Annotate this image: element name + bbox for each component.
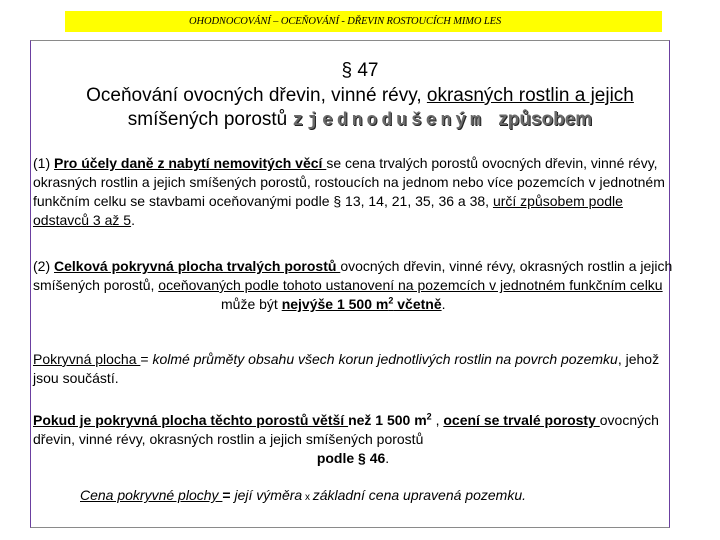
p2-text: ovocných dřevin, vinné révy, okrasných rostlin a jejich smíšených porostů,: [33, 258, 673, 293]
p4-sup: 2: [426, 411, 432, 422]
p5-italic-1: její výměra: [234, 487, 303, 503]
paragraph-5: [33, 486, 673, 507]
header-banner: [65, 11, 662, 32]
p3-eq: =: [140, 351, 153, 367]
p1-end: .: [131, 212, 135, 228]
p4-bold-value: [348, 412, 432, 428]
p4-ref: podle § 46: [316, 450, 386, 466]
paragraph-2: [33, 257, 673, 314]
p4-value: než 1 500 m: [348, 412, 427, 428]
p3-underlined: Pokryvná plocha: [33, 351, 141, 367]
p4-end: .: [385, 450, 390, 466]
section-number-text: § 47: [341, 60, 379, 81]
p2-limit-value: nejvýše 1 500 m: [281, 296, 389, 312]
p1-label: (1): [33, 155, 54, 171]
p2-underlined: oceňovaných podle tohoto ustanovení na pozemcích v jednotném funkčním celku: [158, 277, 663, 293]
p4-comma: ,: [431, 412, 444, 428]
section-number: [0, 59, 720, 82]
heading-line-2: [0, 84, 720, 107]
p1-underlined-end: určí způsobem podle odstavců 3 až 5: [33, 193, 623, 228]
p2-limit-bold: [282, 296, 442, 312]
p5-x: x: [302, 492, 313, 503]
p3-rest: , jehož jsou součástí.: [33, 351, 660, 386]
p1-text: se cena trvalých porostů ovocných dřevin, vinné révy, okrasných rostlin a jejich smíšených porostů, rostoucích na jednom nebo více pozemcích v jednotném funkčním celku se stavbami oceňovanými podle § 13, 14, 21, 35, 36 a 38,: [33, 155, 665, 209]
p2-limit-incl: včetně: [393, 296, 442, 312]
p5-italic-2: základní cena upravená pozemku.: [312, 487, 526, 503]
paragraph-1: [33, 154, 673, 230]
p2-limit-prefix: může být: [221, 296, 282, 312]
heading-line2-prefix: Oceňování ovocných dřevin, vinné révy,: [86, 85, 427, 106]
banner-text: OHODNOCOVÁNÍ – OCEŇOVÁNÍ - DŘEVIN ROSTOUCÍCH MIMO LES: [189, 16, 502, 27]
p2-bold-underlined: Celková pokryvná plocha trvalých porostů: [54, 258, 341, 274]
paragraph-4: [33, 411, 673, 468]
p1-bold-underlined: Pro účely daně z nabytí nemovitých věcí: [54, 155, 327, 171]
p4-text: ovocných dřevin, vinné révy, okrasných rostlin a jejich smíšených porostů: [33, 412, 659, 447]
heading-line3-prefix: smíšených porostů: [127, 109, 288, 130]
p3-italic: kolmé průměty obsahu všech korun jednotlivých rostlin na povrch pozemku: [152, 351, 618, 367]
p2-limit-sup: 2: [388, 295, 394, 306]
p5-underlined: Cena pokryvné plochy: [80, 487, 223, 503]
p2-limit-line: [33, 295, 673, 314]
p5-content: [33, 487, 526, 503]
p4-center-line: [33, 449, 673, 468]
p2-limit-end: .: [441, 296, 446, 312]
p4-bold-underlined-2: ocení se trvalé porosty: [443, 412, 600, 428]
heading-spaced-word: zjednodušeným: [292, 111, 485, 131]
heading-line-3: [0, 108, 720, 133]
heading-line2-underlined: okrasných rostlin a jejich: [426, 85, 634, 106]
paragraph-3: [33, 350, 673, 388]
p4-bold-underlined-1: Pokud je pokryvná plocha těchto porostů větší: [33, 412, 349, 428]
p5-eq: =: [222, 487, 235, 503]
heading-suffix-word: způsobem: [498, 109, 593, 130]
p2-label: (2): [33, 258, 54, 274]
